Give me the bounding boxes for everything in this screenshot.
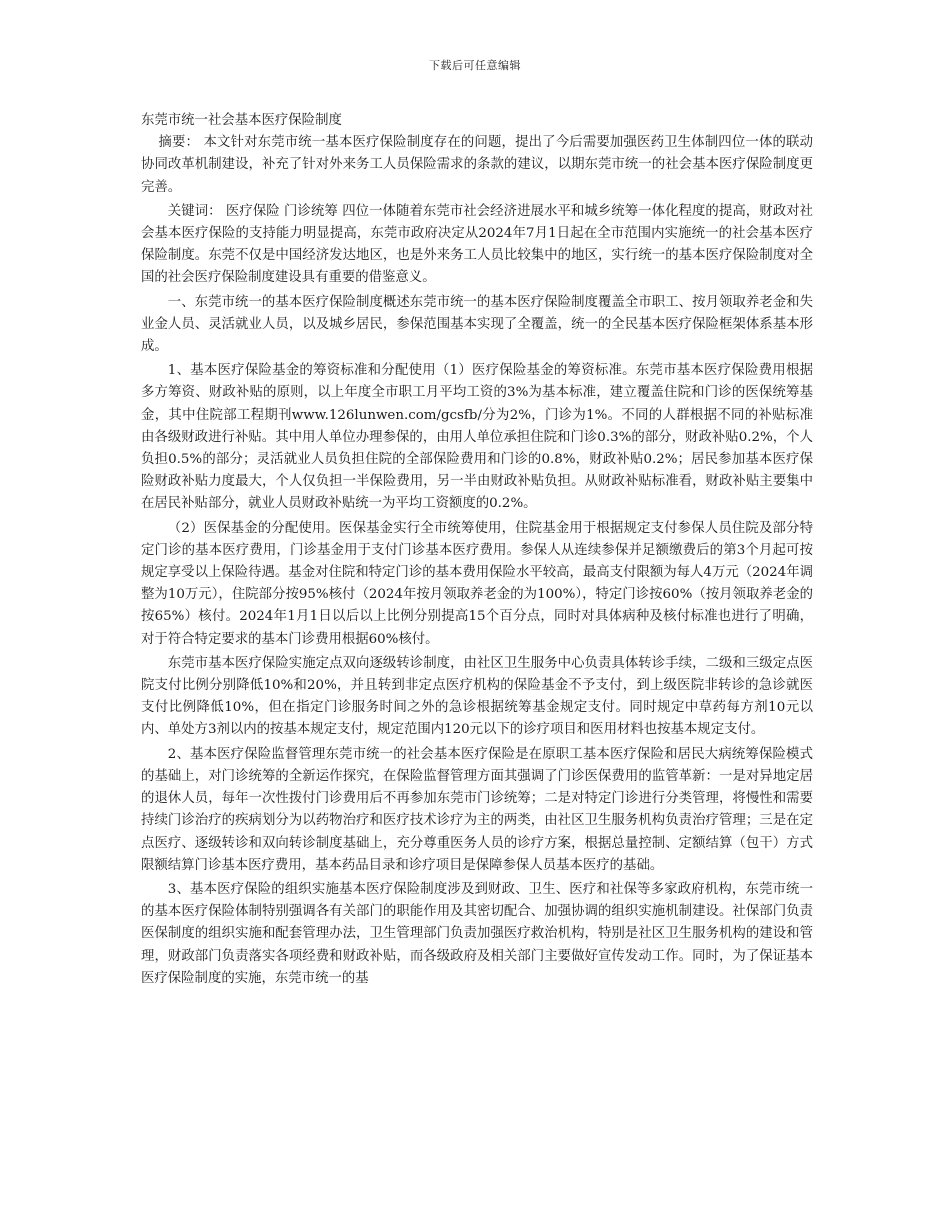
document-title: 东莞市统一社会基本医疗保险制度	[141, 113, 342, 128]
abstract-paragraph: 摘要： 本文针对东莞市统一基本医疗保险制度存在的问题，提出了今后需要加强医药卫生体制四位一体的联动协同改革机制建设，补充了针对外来务工人员保险需求的条款的建议，以期东莞市统一的社会基本医疗保险制度更完善。	[141, 135, 813, 195]
referral-paragraph: 东莞市基本医疗保险实施定点双向逐级转诊制度，由社区卫生服务中心负责具体转诊手续，二级和三级定点医院支付比例分别降低10%和20%，并且转到非定点医疗机构的保险基金不予支付，到上级医院非转诊的急诊就医支付比例降低10%，但在指定门诊服务时间之外的急诊根据统筹基金规定支付。同时规定中草药每方剂10元以内、单处方3剂以内的按基本规定支付，规定范围内120元以下的诊疗项目和医用材料也按基本规定支付。	[141, 655, 813, 738]
keywords-paragraph: 关键词： 医疗保险 门诊统筹 四位一体随着东莞市社会经济进展水平和城乡统筹一体化程度的提高，财政对社会基本医疗保险的支持能力明显提高，东莞市政府决定从2024年7月1日起在全市范围内实施统一的社会基本医疗保险制度。东莞不仅是中国经济发达地区，也是外来务工人员比较集中的地区，实行统一的基本医疗保险制度对全国的社会医疗保险制度建设具有重要的借鉴意义。	[141, 203, 813, 286]
section-1-paragraph: 一、东莞市统一的基本医疗保险制度概述东莞市统一的基本医疗保险制度覆盖全市职工、按月领取养老金和失业金人员、灵活就业人员，以及城乡居民，参保范围基本实现了全覆盖，统一的全民基本医疗保险框架体系基本形成。	[141, 294, 813, 355]
supervision-paragraph: 2、基本医疗保险监督管理东莞市统一的社会基本医疗保险是在原职工基本医疗保险和居民大病统筹保险模式的基础上，对门诊统筹的全新运作探究，在保险监督管理方面其强调了门诊医保费用的监管革新：一是对异地定居的退休人员，每年一次性拨付门诊费用后不再参加东莞市门诊统筹；二是对特定门诊进行分类管理，将慢性和需要持续门诊治疗的疾病划分为以药物治疗和医疗技术诊疗为主的两类，由社区卫生服务机构负责治疗管理；三是在定点医疗、逐级转诊和双向转诊制度基础上，充分尊重医务人员的诊疗方案，根据总量控制、定额结算（包干）方式限额结算门诊基本医疗费用，基本药品目录和诊疗项目是保障参保人员基本医疗的基础。	[141, 746, 813, 873]
document-body	[141, 110, 813, 992]
download-note: 下载后可任意编辑	[429, 59, 521, 72]
fund-allocation-paragraph: （2）医保基金的分配使用。医保基金实行全市统筹使用，住院基金用于根据规定支付参保人员住院及部分特定门诊的基本医疗费用，门诊基金用于支付门诊基本医疗费用。参保人从连续参保并足额缴费后的第3个月起可按规定享受以上保险待遇。基金对住院和特定门诊的基本费用保险水平较高，最高支付限额为每人4万元（2024年调整为10万元），住院部分按95%核付（2024年按月领取养老金的为100%），特定门诊按60%（按月领取养老金的按65%）核付。2024年1月1日以后以上比例分别提高15个百分点，同时对具体病种及核付标准也进行了明确，对于符合特定要求的基本门诊费用根据60%核付。	[141, 520, 813, 647]
funding-standard-paragraph: 1、基本医疗保险基金的筹资标准和分配使用（1）医疗保险基金的筹资标准。东莞市基本医疗保险费用根据多方筹资、财政补贴的原则，以上年度全市职工月平均工资的3%为基本标准，建立覆盖住院和门诊的医保统筹基金，其中住院部工程期刊www.126lunwen.com/gcsfb/分为2%，门诊为1%。不同的人群根据不同的补贴标准由各级财政进行补贴。其中用人单位办理参保的，由用人单位承担住院和门诊0.3%的部分，财政补贴0.2%，个人负担0.5%的部分；灵活就业人员负担住院的全部保险费用和门诊的0.8%，财政补贴0.2%；居民参加基本医疗保险财政补贴力度最大，个人仅负担一半保险费用，另一半由财政补贴负担。从财政补贴标准看，财政补贴主要集中在居民补贴部分，就业人员财政补贴统一为平均工资额度的0.2%。	[141, 363, 813, 512]
implementation-paragraph: 3、基本医疗保险的组织实施基本医疗保险制度涉及到财政、卫生、医疗和社保等多家政府机构，东莞市统一的基本医疗保险体制特别强调各有关部门的职能作用及其密切配合、加强协调的组织实施机制建设。社保部门负责医保制度的组织实施和配套管理办法，卫生管理部门负责加强医疗救治机构，特别是社区卫生服务机构的建设和管理，财政部门负责落实各项经费和财政补贴，而各级政府及相关部门主要做好宣传发动工作。同时，为了保证基本医疗保险制度的实施，东莞市统一的基	[141, 881, 813, 986]
